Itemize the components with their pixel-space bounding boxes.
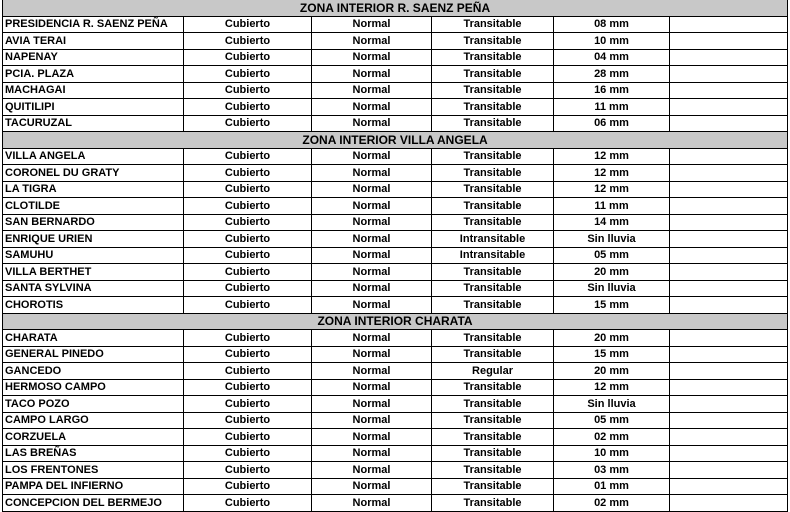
location-cell: ENRIQUE URIEN — [3, 231, 184, 248]
location-cell: TACO POZO — [3, 396, 184, 413]
rainfall-cell: Sin lluvia — [554, 231, 670, 248]
sky-cell: Cubierto — [184, 115, 312, 132]
empty-cell — [670, 412, 788, 429]
rainfall-cell: 20 mm — [554, 330, 670, 347]
rainfall-cell: 20 mm — [554, 363, 670, 380]
zone-header-row — [3, 132, 788, 149]
table-row — [3, 412, 788, 429]
temperature-cell: Normal — [312, 247, 432, 264]
location-cell: CAMPO LARGO — [3, 412, 184, 429]
table-row — [3, 297, 788, 314]
table-row — [3, 379, 788, 396]
rainfall-cell: Sin lluvia — [554, 280, 670, 297]
report-body — [3, 0, 788, 511]
temperature-cell: Normal — [312, 198, 432, 215]
temperature-cell: Normal — [312, 231, 432, 248]
road-status-cell: Transitable — [432, 478, 554, 495]
empty-cell — [670, 33, 788, 50]
road-status-cell: Transitable — [432, 33, 554, 50]
empty-cell — [670, 99, 788, 116]
zone-header-row — [3, 313, 788, 330]
table-row — [3, 66, 788, 83]
sky-cell: Cubierto — [184, 478, 312, 495]
sky-cell: Cubierto — [184, 33, 312, 50]
road-status-cell: Intransitable — [432, 231, 554, 248]
table-row — [3, 396, 788, 413]
rainfall-cell: 08 mm — [554, 16, 670, 33]
road-status-cell: Transitable — [432, 396, 554, 413]
temperature-cell: Normal — [312, 462, 432, 479]
rainfall-cell: 01 mm — [554, 478, 670, 495]
rainfall-cell: Sin lluvia — [554, 396, 670, 413]
location-cell: MACHAGAI — [3, 82, 184, 99]
road-status-cell: Transitable — [432, 82, 554, 99]
table-row — [3, 214, 788, 231]
temperature-cell: Normal — [312, 346, 432, 363]
weather-road-report-table — [2, 0, 788, 512]
sky-cell: Cubierto — [184, 148, 312, 165]
table-row — [3, 264, 788, 281]
temperature-cell: Normal — [312, 49, 432, 66]
sky-cell: Cubierto — [184, 330, 312, 347]
location-cell: PAMPA DEL INFIERNO — [3, 478, 184, 495]
road-status-cell: Transitable — [432, 280, 554, 297]
table-row — [3, 330, 788, 347]
zone-title: ZONA INTERIOR CHARATA — [3, 313, 788, 330]
sky-cell: Cubierto — [184, 247, 312, 264]
location-cell: PRESIDENCIA R. SAENZ PEÑA — [3, 16, 184, 33]
empty-cell — [670, 231, 788, 248]
rainfall-cell: 10 mm — [554, 445, 670, 462]
table-row — [3, 181, 788, 198]
temperature-cell: Normal — [312, 330, 432, 347]
temperature-cell: Normal — [312, 495, 432, 512]
empty-cell — [670, 462, 788, 479]
location-cell: LOS FRENTONES — [3, 462, 184, 479]
rainfall-cell: 12 mm — [554, 148, 670, 165]
temperature-cell: Normal — [312, 396, 432, 413]
empty-cell — [670, 247, 788, 264]
empty-cell — [670, 264, 788, 281]
empty-cell — [670, 429, 788, 446]
empty-cell — [670, 478, 788, 495]
temperature-cell: Normal — [312, 478, 432, 495]
sky-cell: Cubierto — [184, 66, 312, 83]
road-status-cell: Transitable — [432, 495, 554, 512]
sky-cell: Cubierto — [184, 379, 312, 396]
table-row — [3, 346, 788, 363]
road-status-cell: Transitable — [432, 429, 554, 446]
temperature-cell: Normal — [312, 165, 432, 182]
rainfall-cell: 12 mm — [554, 165, 670, 182]
location-cell: VILLA ANGELA — [3, 148, 184, 165]
road-status-cell: Transitable — [432, 379, 554, 396]
empty-cell — [670, 363, 788, 380]
empty-cell — [670, 66, 788, 83]
temperature-cell: Normal — [312, 181, 432, 198]
empty-cell — [670, 115, 788, 132]
empty-cell — [670, 346, 788, 363]
empty-cell — [670, 379, 788, 396]
temperature-cell: Normal — [312, 445, 432, 462]
sky-cell: Cubierto — [184, 49, 312, 66]
table-row — [3, 165, 788, 182]
empty-cell — [670, 49, 788, 66]
rainfall-cell: 03 mm — [554, 462, 670, 479]
location-cell: TACURUZAL — [3, 115, 184, 132]
sky-cell: Cubierto — [184, 297, 312, 314]
empty-cell — [670, 396, 788, 413]
temperature-cell: Normal — [312, 16, 432, 33]
road-status-cell: Transitable — [432, 297, 554, 314]
sky-cell: Cubierto — [184, 181, 312, 198]
road-status-cell: Transitable — [432, 16, 554, 33]
temperature-cell: Normal — [312, 412, 432, 429]
rainfall-cell: 15 mm — [554, 297, 670, 314]
sky-cell: Cubierto — [184, 396, 312, 413]
empty-cell — [670, 297, 788, 314]
empty-cell — [670, 82, 788, 99]
sky-cell: Cubierto — [184, 495, 312, 512]
location-cell: QUITILIPI — [3, 99, 184, 116]
rainfall-cell: 02 mm — [554, 495, 670, 512]
temperature-cell: Normal — [312, 115, 432, 132]
temperature-cell: Normal — [312, 99, 432, 116]
rainfall-cell: 12 mm — [554, 379, 670, 396]
location-cell: CLOTILDE — [3, 198, 184, 215]
rainfall-cell: 10 mm — [554, 33, 670, 50]
sky-cell: Cubierto — [184, 429, 312, 446]
temperature-cell: Normal — [312, 264, 432, 281]
road-status-cell: Transitable — [432, 214, 554, 231]
location-cell: SAN BERNARDO — [3, 214, 184, 231]
location-cell: SANTA SYLVINA — [3, 280, 184, 297]
empty-cell — [670, 165, 788, 182]
zone-title: ZONA INTERIOR R. SAENZ PEÑA — [3, 0, 788, 16]
temperature-cell: Normal — [312, 33, 432, 50]
location-cell: GANCEDO — [3, 363, 184, 380]
location-cell: CHOROTIS — [3, 297, 184, 314]
road-status-cell: Transitable — [432, 462, 554, 479]
table-row — [3, 82, 788, 99]
sky-cell: Cubierto — [184, 280, 312, 297]
location-cell: AVIA TERAI — [3, 33, 184, 50]
rainfall-cell: 04 mm — [554, 49, 670, 66]
road-status-cell: Transitable — [432, 148, 554, 165]
location-cell: GENERAL PINEDO — [3, 346, 184, 363]
rainfall-cell: 06 mm — [554, 115, 670, 132]
temperature-cell: Normal — [312, 280, 432, 297]
sky-cell: Cubierto — [184, 445, 312, 462]
rainfall-cell: 14 mm — [554, 214, 670, 231]
empty-cell — [670, 445, 788, 462]
empty-cell — [670, 16, 788, 33]
location-cell: VILLA BERTHET — [3, 264, 184, 281]
table-row — [3, 280, 788, 297]
location-cell: LA TIGRA — [3, 181, 184, 198]
rainfall-cell: 11 mm — [554, 198, 670, 215]
rainfall-cell: 28 mm — [554, 66, 670, 83]
road-status-cell: Transitable — [432, 165, 554, 182]
road-status-cell: Transitable — [432, 445, 554, 462]
table-row — [3, 99, 788, 116]
table-row — [3, 445, 788, 462]
temperature-cell: Normal — [312, 363, 432, 380]
temperature-cell: Normal — [312, 66, 432, 83]
sky-cell: Cubierto — [184, 214, 312, 231]
table-row — [3, 363, 788, 380]
location-cell: CORZUELA — [3, 429, 184, 446]
location-cell: PCIA. PLAZA — [3, 66, 184, 83]
temperature-cell: Normal — [312, 429, 432, 446]
sky-cell: Cubierto — [184, 165, 312, 182]
location-cell: CORONEL DU GRATY — [3, 165, 184, 182]
road-status-cell: Transitable — [432, 181, 554, 198]
temperature-cell: Normal — [312, 379, 432, 396]
rainfall-cell: 11 mm — [554, 99, 670, 116]
rainfall-cell: 16 mm — [554, 82, 670, 99]
road-status-cell: Transitable — [432, 66, 554, 83]
table-row — [3, 198, 788, 215]
rainfall-cell: 02 mm — [554, 429, 670, 446]
road-status-cell: Intransitable — [432, 247, 554, 264]
location-cell: LAS BREÑAS — [3, 445, 184, 462]
table-row — [3, 16, 788, 33]
table-row — [3, 231, 788, 248]
rainfall-cell: 05 mm — [554, 412, 670, 429]
table-row — [3, 33, 788, 50]
table-row — [3, 115, 788, 132]
sky-cell: Cubierto — [184, 16, 312, 33]
empty-cell — [670, 280, 788, 297]
table-row — [3, 495, 788, 512]
zone-header-row — [3, 0, 788, 16]
empty-cell — [670, 148, 788, 165]
road-status-cell: Transitable — [432, 264, 554, 281]
road-status-cell: Transitable — [432, 412, 554, 429]
empty-cell — [670, 181, 788, 198]
temperature-cell: Normal — [312, 297, 432, 314]
road-status-cell: Transitable — [432, 346, 554, 363]
location-cell: HERMOSO CAMPO — [3, 379, 184, 396]
sky-cell: Cubierto — [184, 363, 312, 380]
temperature-cell: Normal — [312, 214, 432, 231]
road-status-cell: Transitable — [432, 99, 554, 116]
empty-cell — [670, 330, 788, 347]
table-row — [3, 148, 788, 165]
zone-title: ZONA INTERIOR VILLA ANGELA — [3, 132, 788, 149]
table-row — [3, 429, 788, 446]
location-cell: NAPENAY — [3, 49, 184, 66]
road-status-cell: Transitable — [432, 49, 554, 66]
sky-cell: Cubierto — [184, 412, 312, 429]
rainfall-cell: 20 mm — [554, 264, 670, 281]
rainfall-cell: 05 mm — [554, 247, 670, 264]
table-row — [3, 462, 788, 479]
location-cell: CONCEPCION DEL BERMEJO — [3, 495, 184, 512]
location-cell: CHARATA — [3, 330, 184, 347]
road-status-cell: Transitable — [432, 198, 554, 215]
empty-cell — [670, 198, 788, 215]
temperature-cell: Normal — [312, 148, 432, 165]
sky-cell: Cubierto — [184, 82, 312, 99]
sky-cell: Cubierto — [184, 462, 312, 479]
empty-cell — [670, 214, 788, 231]
sky-cell: Cubierto — [184, 231, 312, 248]
sky-cell: Cubierto — [184, 99, 312, 116]
table-row — [3, 478, 788, 495]
location-cell: SAMUHU — [3, 247, 184, 264]
temperature-cell: Normal — [312, 82, 432, 99]
rainfall-cell: 15 mm — [554, 346, 670, 363]
table-row — [3, 49, 788, 66]
road-status-cell: Regular — [432, 363, 554, 380]
sky-cell: Cubierto — [184, 346, 312, 363]
road-status-cell: Transitable — [432, 115, 554, 132]
table-row — [3, 247, 788, 264]
road-status-cell: Transitable — [432, 330, 554, 347]
sky-cell: Cubierto — [184, 198, 312, 215]
rainfall-cell: 12 mm — [554, 181, 670, 198]
sky-cell: Cubierto — [184, 264, 312, 281]
empty-cell — [670, 495, 788, 512]
